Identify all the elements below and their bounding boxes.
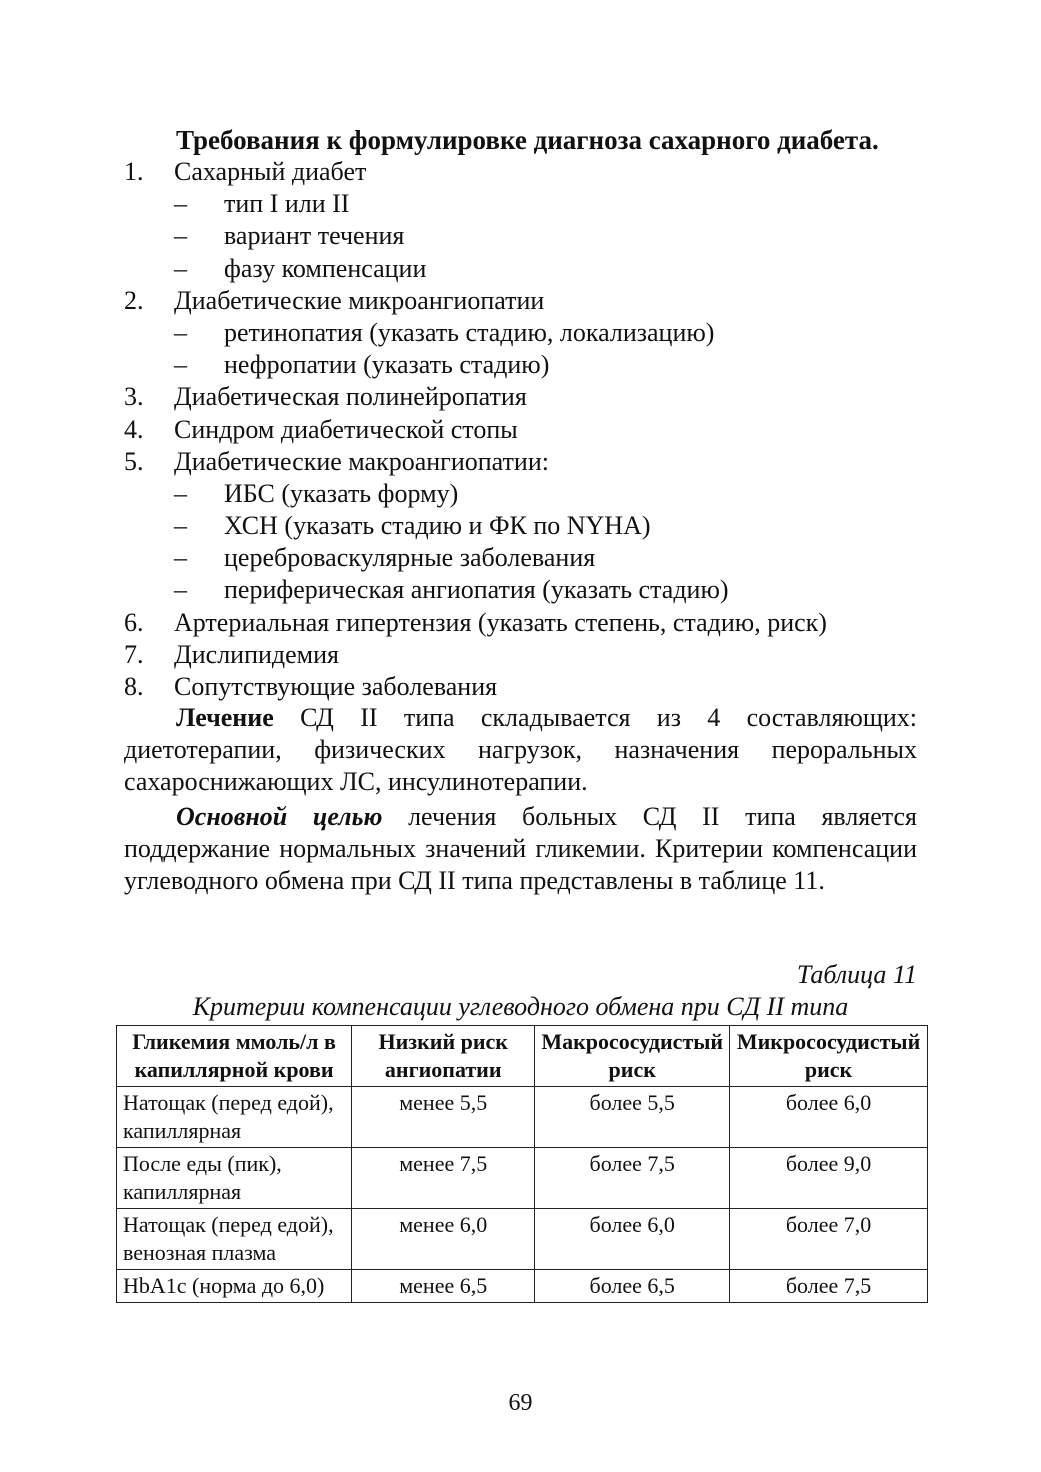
- row-label-cell: Натощак (перед едой), капиллярная: [117, 1087, 352, 1148]
- compensation-criteria-table: [116, 1025, 928, 1303]
- list-item: [124, 639, 827, 671]
- dash-marker: –: [174, 575, 187, 605]
- table-number: Таблица 11: [796, 960, 917, 989]
- list-item-text: Диабетические микроангиопатии: [174, 285, 545, 315]
- page-number: 69: [508, 1390, 533, 1416]
- value-cell: менее 7,5: [352, 1148, 535, 1209]
- list-item-text: Синдром диабетической стопы: [174, 414, 518, 444]
- goal-bold-term: Основной целью: [176, 802, 383, 831]
- goal-text: лечения больных СД II типа является поддержание нормальных значений гликемии. Критерии компенсации углеводного обмена при СД II типа представлены в таблице 11.: [124, 802, 917, 895]
- sub-list-item-text: ХСН (указать стадию и ФК по NYHA): [224, 511, 651, 541]
- sub-list-item: [124, 253, 827, 285]
- list-item: [124, 381, 827, 413]
- value-cell: менее 6,0: [352, 1209, 535, 1270]
- table-row: [117, 1270, 928, 1303]
- sub-list-item-text: фазу компенсации: [224, 253, 427, 283]
- list-item-number: 3.: [124, 382, 144, 412]
- treatment-paragraph: [124, 702, 917, 798]
- goal-paragraph: [124, 801, 917, 897]
- sub-list-item: [124, 510, 827, 542]
- header-cell: Микрососудистый риск: [730, 1026, 928, 1087]
- row-label-cell: Натощак (перед едой), венозная плазма: [117, 1209, 352, 1270]
- list-item-text: Артериальная гипертензия (указать степень, стадию, риск): [174, 607, 827, 637]
- list-item: [124, 285, 827, 317]
- list-item-number: 2.: [124, 285, 144, 315]
- table-row: [117, 1087, 928, 1148]
- sub-list-item-text: ИБС (указать форму): [224, 478, 459, 508]
- list-item-text: Сопутствующие заболевания: [174, 672, 498, 701]
- list-item-number: 4.: [124, 414, 144, 444]
- treatment-bold-term: Лечение: [176, 703, 274, 732]
- treatment-text: СД II типа складывается из 4 составляющих: диетотерапии, физических нагрузок, назначения пероральных сахароснижающих ЛС, инсулинотерапии.: [124, 703, 917, 796]
- sub-list-item-text: тип I или II: [224, 189, 350, 219]
- value-cell: более 6,0: [730, 1087, 928, 1148]
- table-header-row: [117, 1026, 928, 1087]
- sub-list-item-text: ретинопатия (указать стадию, локализацию): [224, 317, 715, 347]
- list-item-text: Диабетические макроангиопатии:: [174, 446, 549, 476]
- list-item-number: 7.: [124, 639, 144, 669]
- dash-marker: –: [174, 317, 187, 347]
- sub-list-item: [124, 349, 827, 381]
- list-item-text: Сахарный диабет: [174, 157, 367, 186]
- dash-marker: –: [174, 221, 187, 251]
- list-item: [124, 607, 827, 639]
- value-cell: более 6,0: [535, 1209, 730, 1270]
- dash-marker: –: [174, 189, 187, 219]
- dash-marker: –: [174, 543, 187, 573]
- value-cell: более 9,0: [730, 1148, 928, 1209]
- sub-list-item: [124, 317, 827, 349]
- sub-list-item-text: цереброваскулярные заболевания: [224, 543, 596, 573]
- list-item: [124, 671, 827, 703]
- header-cell: Низкий риск ангиопатии: [352, 1026, 535, 1087]
- dash-marker: –: [174, 253, 187, 283]
- list-item: [124, 446, 827, 478]
- row-label-cell: HbA1c (норма до 6,0): [117, 1270, 352, 1303]
- sub-list-item: [124, 478, 827, 510]
- dash-marker: –: [174, 350, 187, 380]
- value-cell: более 7,0: [730, 1209, 928, 1270]
- sub-list-item: [124, 188, 827, 220]
- header-cell: Макрососудистый риск: [535, 1026, 730, 1087]
- section-heading: Требования к формулировке диагноза сахарного диабета.: [176, 125, 879, 155]
- list-item-text: Диабетическая полинейропатия: [174, 382, 527, 412]
- value-cell: более 5,5: [535, 1087, 730, 1148]
- sub-list-item-text: нефропатии (указать стадию): [224, 350, 550, 380]
- table-row: [117, 1148, 928, 1209]
- list-item-number: 1.: [124, 157, 144, 186]
- value-cell: менее 5,5: [352, 1087, 535, 1148]
- list-item-number: 8.: [124, 672, 144, 701]
- list-item: [124, 156, 827, 188]
- row-label-cell: После еды (пик), капиллярная: [117, 1148, 352, 1209]
- dash-marker: –: [174, 511, 187, 541]
- list-item: [124, 414, 827, 446]
- list-item-text: Дислипидемия: [174, 639, 340, 669]
- sub-list-item-text: вариант течения: [224, 221, 405, 251]
- list-item-number: 5.: [124, 446, 144, 476]
- dash-marker: –: [174, 478, 187, 508]
- sub-list-item: [124, 574, 827, 606]
- value-cell: менее 6,5: [352, 1270, 535, 1303]
- table-row: [117, 1209, 928, 1270]
- table-caption: Критерии компенсации углеводного обмена при СД II типа: [192, 992, 849, 1021]
- value-cell: более 7,5: [730, 1270, 928, 1303]
- sub-list-item: [124, 220, 827, 252]
- sub-list-item: [124, 542, 827, 574]
- header-cell: Гликемия ммоль/л в капиллярной крови: [117, 1026, 352, 1087]
- value-cell: более 6,5: [535, 1270, 730, 1303]
- sub-list-item-text: периферическая ангиопатия (указать стадию): [224, 575, 729, 605]
- diagnosis-list: [124, 156, 827, 703]
- value-cell: более 7,5: [535, 1148, 730, 1209]
- list-item-number: 6.: [124, 607, 144, 637]
